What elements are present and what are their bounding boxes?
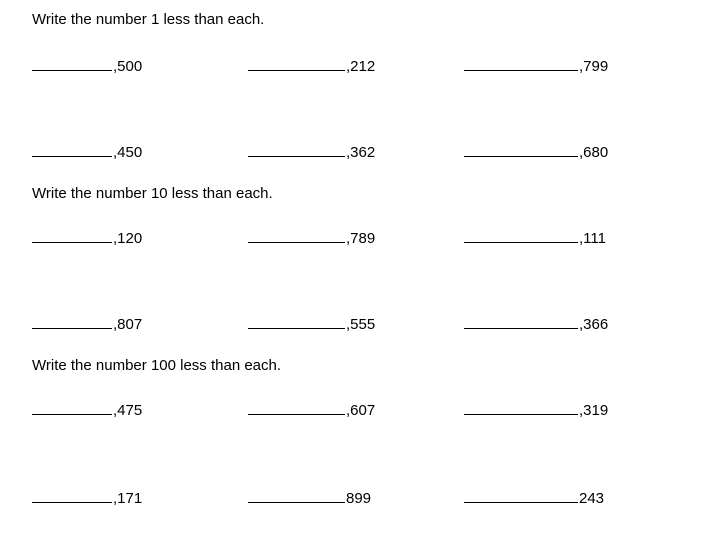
answer-blank[interactable] — [248, 488, 345, 503]
problem-number: 899 — [346, 490, 372, 507]
problem-item — [32, 488, 142, 508]
problem-number: ,555 — [346, 316, 376, 333]
problem-number: ,366 — [579, 316, 609, 333]
answer-blank[interactable] — [248, 142, 345, 157]
answer-blank[interactable] — [32, 314, 112, 329]
problem-item — [32, 56, 142, 76]
answer-blank[interactable] — [248, 314, 345, 329]
answer-blank[interactable] — [32, 400, 112, 415]
section-heading: Write the number 1 less than each. — [32, 11, 265, 28]
answer-blank[interactable] — [32, 488, 112, 503]
problem-item — [464, 314, 608, 334]
problem-number: ,807 — [113, 316, 143, 333]
answer-blank[interactable] — [248, 56, 345, 71]
problem-item — [248, 228, 375, 248]
problem-number: ,362 — [346, 144, 376, 161]
answer-blank[interactable] — [464, 400, 578, 415]
problem-number: ,450 — [113, 144, 143, 161]
section-heading: Write the number 10 less than each. — [32, 185, 273, 202]
problem-item — [464, 488, 604, 508]
answer-blank[interactable] — [32, 228, 112, 243]
problem-number: ,607 — [346, 402, 376, 419]
problem-item — [32, 228, 142, 248]
problem-number: ,799 — [579, 58, 609, 75]
problem-item — [32, 400, 142, 420]
problem-number: ,680 — [579, 144, 609, 161]
answer-blank[interactable] — [32, 142, 112, 157]
section-heading: Write the number 100 less than each. — [32, 357, 282, 374]
answer-blank[interactable] — [464, 228, 578, 243]
problem-number: 243 — [579, 490, 605, 507]
problem-item — [248, 488, 371, 508]
problem-number: ,475 — [113, 402, 143, 419]
problem-item — [464, 56, 608, 76]
problem-number: ,319 — [579, 402, 609, 419]
answer-blank[interactable] — [464, 56, 578, 71]
answer-blank[interactable] — [464, 142, 578, 157]
answer-blank[interactable] — [248, 228, 345, 243]
answer-blank[interactable] — [464, 488, 578, 503]
problem-number: ,789 — [346, 230, 376, 247]
problem-number: ,120 — [113, 230, 143, 247]
problem-item — [248, 400, 375, 420]
answer-blank[interactable] — [248, 400, 345, 415]
problem-item — [464, 228, 606, 248]
problem-number: ,171 — [113, 490, 143, 507]
problem-item — [32, 142, 142, 162]
problem-item — [32, 314, 142, 334]
problem-item — [248, 56, 375, 76]
problem-item — [248, 314, 375, 334]
problem-number: ,111 — [579, 230, 606, 247]
problem-item — [464, 400, 608, 420]
problem-number: ,212 — [346, 58, 376, 75]
problem-number: ,500 — [113, 58, 143, 75]
answer-blank[interactable] — [464, 314, 578, 329]
answer-blank[interactable] — [32, 56, 112, 71]
problem-item — [464, 142, 608, 162]
problem-item — [248, 142, 375, 162]
